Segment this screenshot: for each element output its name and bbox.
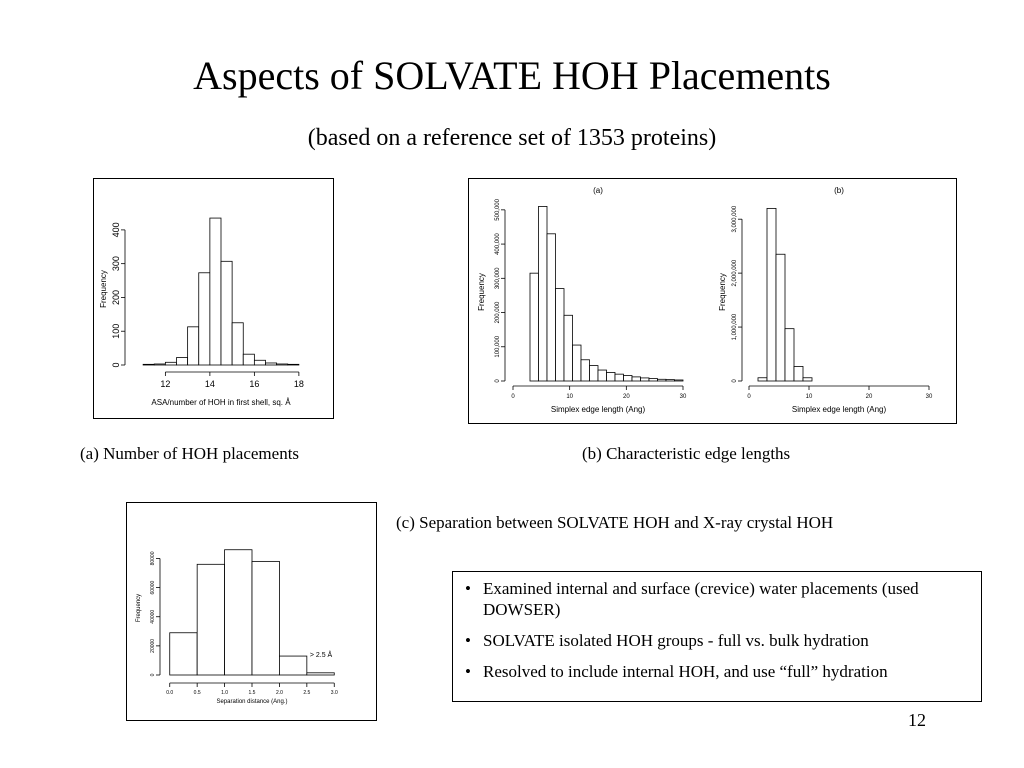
chart-title: (b) bbox=[834, 186, 844, 195]
histogram-bar bbox=[243, 354, 254, 365]
histogram-bar bbox=[221, 261, 232, 365]
chart-panel-hoh-per-asa bbox=[93, 178, 334, 419]
x-axis-label: Simplex edge length (Ang) bbox=[550, 405, 646, 414]
histogram-bar bbox=[573, 345, 582, 381]
histogram-bar bbox=[232, 323, 243, 365]
x-tick-label: 30 bbox=[679, 394, 687, 400]
y-tick-label: 1,000,000 bbox=[732, 313, 738, 341]
histogram-bar bbox=[590, 366, 599, 381]
histogram-bar bbox=[556, 289, 565, 381]
histogram-bar bbox=[288, 364, 299, 365]
x-tick-label: 10 bbox=[805, 394, 813, 400]
histogram-hoh-per-asa bbox=[94, 179, 332, 417]
histogram-bar bbox=[666, 380, 675, 381]
x-axis-label: Simplex edge length (Ang) bbox=[791, 405, 887, 414]
y-tick-label: 0 bbox=[111, 362, 121, 368]
histogram-bar bbox=[658, 379, 667, 381]
histogram-bar bbox=[547, 234, 556, 381]
histogram-bar bbox=[598, 370, 607, 381]
y-tick-label: 0 bbox=[495, 379, 501, 383]
histogram-edge-lengths bbox=[469, 179, 955, 422]
y-tick-label: 300 bbox=[111, 256, 121, 272]
histogram-bar bbox=[607, 372, 616, 381]
y-tick-label: 60000 bbox=[150, 580, 156, 595]
histogram-bar bbox=[530, 273, 539, 381]
x-tick-label: 20 bbox=[865, 394, 873, 400]
histogram-bar bbox=[165, 362, 176, 365]
caption-b: (b) Characteristic edge lengths bbox=[582, 444, 791, 463]
histogram-bar bbox=[254, 360, 265, 365]
histogram-separation bbox=[127, 503, 375, 719]
y-tick-label: 300,000 bbox=[495, 267, 501, 290]
x-tick-label: 0 bbox=[747, 394, 751, 400]
bullet-box bbox=[452, 571, 982, 702]
histogram-bar bbox=[758, 378, 767, 381]
y-tick-label: 40000 bbox=[150, 609, 156, 624]
histogram-bar bbox=[197, 564, 224, 675]
bullet-item: • Resolved to include internal HOH, and use “full” hydration bbox=[463, 661, 971, 682]
x-tick-label: 2.5 bbox=[303, 690, 311, 696]
histogram-bar bbox=[252, 561, 279, 675]
x-tick-label: 18 bbox=[293, 379, 304, 389]
histogram-bar bbox=[170, 633, 197, 675]
y-tick-label: 400 bbox=[111, 222, 121, 238]
x-tick-label: 16 bbox=[249, 379, 260, 389]
x-axis-label: Separation distance (Ang.) bbox=[216, 699, 288, 705]
histogram-bar bbox=[615, 374, 624, 381]
x-tick-label: 2.0 bbox=[275, 690, 283, 696]
y-axis-label: Frequency bbox=[136, 593, 142, 623]
histogram-bar bbox=[785, 329, 794, 381]
histogram-bar bbox=[632, 377, 641, 381]
histogram-bar bbox=[803, 378, 812, 381]
histogram-bar bbox=[767, 208, 776, 381]
x-tick-label: 0 bbox=[511, 394, 515, 400]
histogram-bar bbox=[279, 656, 306, 675]
x-tick-label: 10 bbox=[566, 394, 574, 400]
histogram-bar bbox=[188, 327, 199, 365]
histogram-bar bbox=[177, 358, 188, 365]
histogram-bar bbox=[266, 363, 277, 365]
histogram-bar bbox=[624, 376, 633, 381]
y-tick-label: 400,000 bbox=[495, 233, 501, 255]
histogram-bar bbox=[154, 364, 165, 365]
caption-c: (c) Separation between SOLVATE HOH and X-ray crystal HOH bbox=[396, 513, 834, 532]
histogram-bar bbox=[225, 550, 252, 675]
y-axis-label: Frequency bbox=[99, 270, 108, 308]
x-tick-label: 30 bbox=[925, 394, 933, 400]
x-tick-label: 1.0 bbox=[221, 690, 229, 696]
page-number: 12 bbox=[908, 710, 926, 730]
histogram-bar bbox=[277, 364, 288, 365]
histogram-bar bbox=[649, 379, 658, 381]
y-tick-label: 200,000 bbox=[495, 301, 501, 324]
histogram-bar bbox=[675, 380, 684, 381]
chart-panel-edge-lengths bbox=[468, 178, 957, 424]
slide-title: Aspects of SOLVATE HOH Placements bbox=[193, 53, 831, 98]
y-tick-label: 100,000 bbox=[495, 335, 501, 358]
x-tick-label: 0.0 bbox=[166, 690, 174, 696]
y-tick-label: 200 bbox=[111, 289, 121, 305]
bullet-item: • SOLVATE isolated HOH groups - full vs. bulk hydration bbox=[463, 630, 971, 651]
x-tick-label: 0.5 bbox=[193, 690, 201, 696]
histogram-bar bbox=[143, 364, 154, 365]
y-axis-label: Frequency bbox=[477, 273, 486, 311]
histogram-bar bbox=[199, 273, 210, 365]
histogram-bar bbox=[307, 673, 334, 675]
histogram-bar bbox=[581, 360, 590, 381]
x-tick-label: 1.5 bbox=[248, 690, 256, 696]
y-tick-label: 80000 bbox=[150, 551, 156, 566]
histogram-bar bbox=[210, 218, 221, 365]
y-axis-label: Frequency bbox=[718, 273, 727, 311]
chart-title: (a) bbox=[593, 186, 603, 195]
y-tick-label: 100 bbox=[111, 323, 121, 339]
y-tick-label: 2,000,000 bbox=[732, 259, 738, 287]
bullet-item: • Examined internal and surface (crevice) water placements (used DOWSER) bbox=[463, 578, 971, 620]
histogram-bar bbox=[641, 378, 650, 381]
y-tick-label: 500,000 bbox=[495, 198, 501, 221]
y-tick-label: 0 bbox=[732, 379, 738, 383]
slide-subtitle: (based on a reference set of 1353 proteins) bbox=[307, 125, 717, 151]
annotation-label: > 2.5 Å bbox=[309, 651, 333, 659]
y-tick-label: 0 bbox=[150, 673, 156, 677]
histogram-bar bbox=[776, 254, 785, 381]
y-tick-label: 3,000,000 bbox=[732, 205, 738, 233]
caption-a: (a) Number of HOH placements bbox=[80, 444, 300, 463]
histogram-bar bbox=[564, 315, 573, 381]
x-tick-label: 12 bbox=[160, 379, 171, 389]
chart-panel-separation bbox=[126, 502, 377, 721]
histogram-bar bbox=[794, 366, 803, 381]
y-tick-label: 20000 bbox=[150, 638, 156, 653]
x-tick-label: 3.0 bbox=[330, 690, 338, 696]
histogram-bar bbox=[539, 206, 548, 381]
x-axis-label: ASA/number of HOH in first shell, sq. Å bbox=[151, 398, 291, 407]
x-tick-label: 14 bbox=[204, 379, 215, 389]
x-tick-label: 20 bbox=[622, 394, 630, 400]
